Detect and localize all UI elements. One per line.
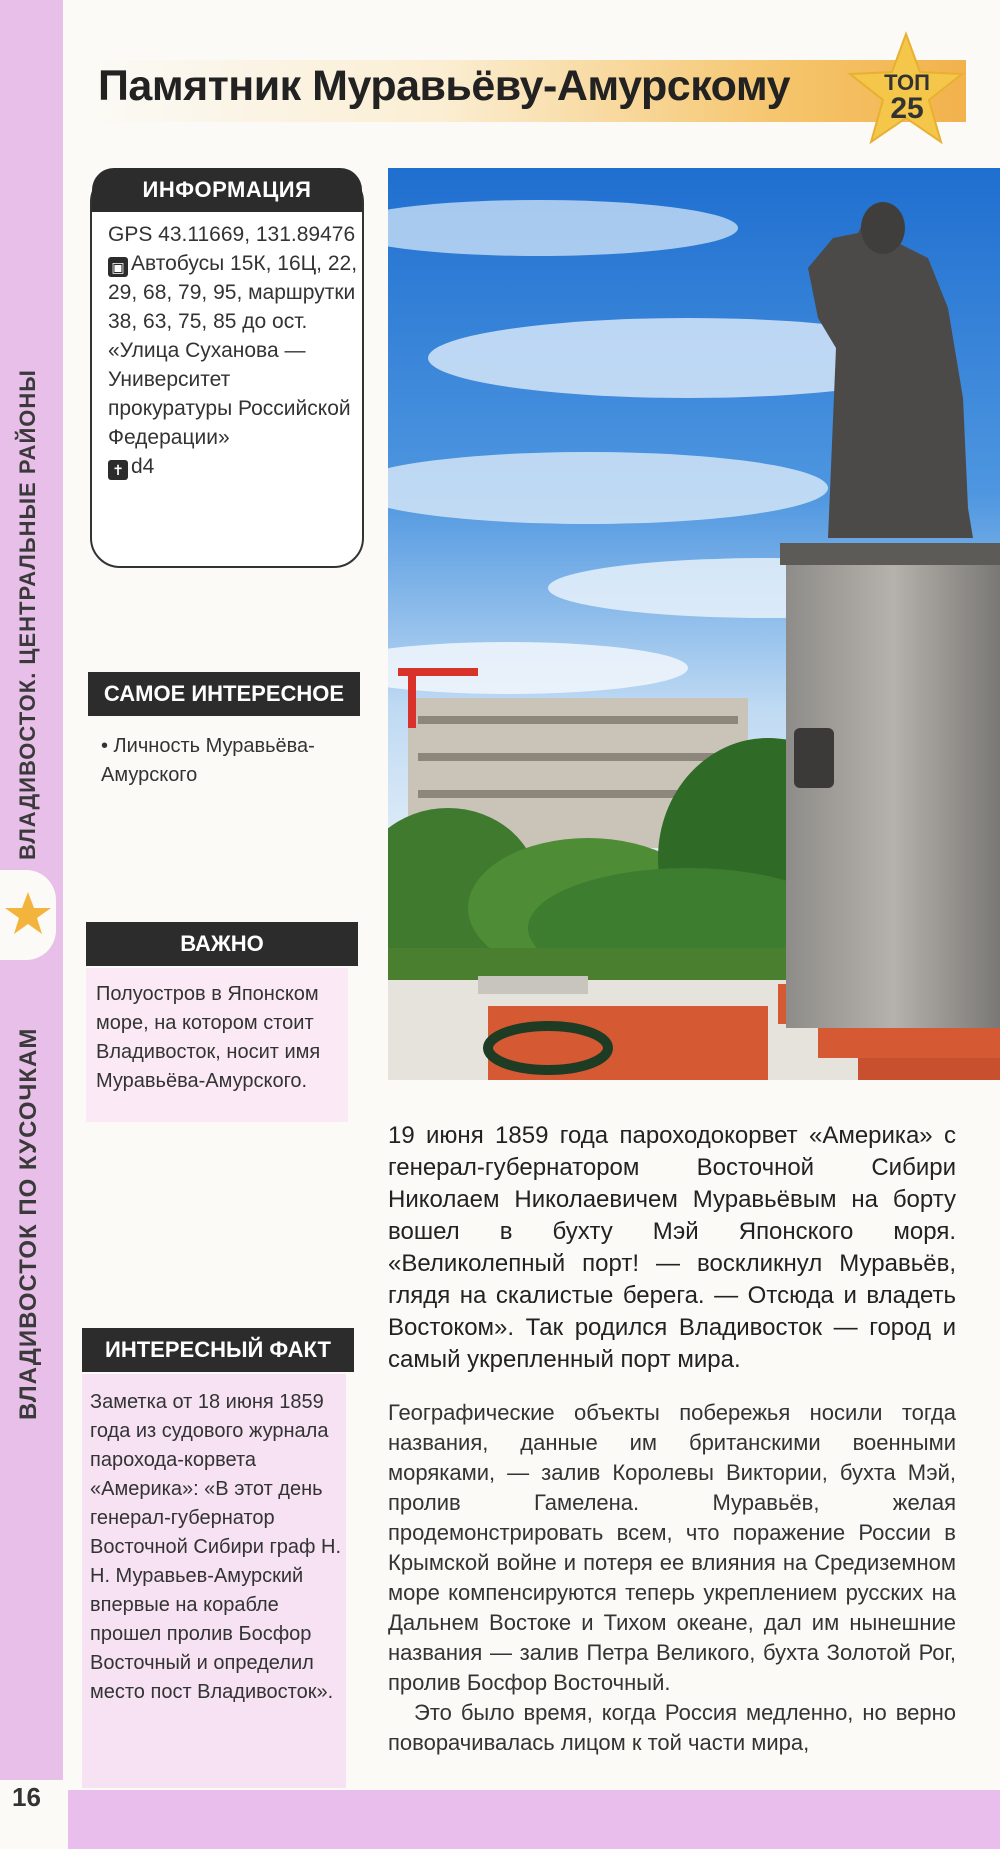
interesting-heading: САМОЕ ИНТЕРЕСНОЕ <box>88 672 360 716</box>
info-heading: ИНФОРМАЦИЯ <box>92 168 362 212</box>
bottom-strip <box>68 1790 1000 1849</box>
spine-star-tab <box>0 870 56 960</box>
top-badge-number: 25 <box>890 92 924 125</box>
spine-label-upper: ВЛАДИВОСТОК. ЦЕНТРАЛЬНЫЕ РАЙОНЫ <box>15 369 40 860</box>
fact-heading: ИНТЕРЕСНЫЙ ФАКТ <box>82 1328 354 1372</box>
page-title: Памятник Муравьёву-Амурскому <box>98 62 791 110</box>
top-badge-label: ТОП <box>884 70 930 95</box>
monument-photo-illustration <box>388 168 1000 1080</box>
body-text <box>388 1398 956 1758</box>
top-badge-text <box>872 70 942 125</box>
spine-label-lower: ВЛАДИВОСТОК ПО КУСОЧКАМ <box>15 1027 42 1420</box>
map-ref-text: d4 <box>131 455 155 478</box>
body-paragraph-1: Географические объекты побережья носили тогда названия, данные им британскими военными моряками, — залив Королевы Виктории, бухта Мэй, пролив Гамелена. Муравьёв, желая продемонстрировать всем, что поражение России в Крымской войне и потеря ее влияния на Средиземном море компенсируются теперь укреплением русских на Дальнем Востоке и Тихом океане, дал им нынешние названия — залив Петра Великого, бухта Золотой Рог, пролив Босфор Восточный. <box>388 1400 956 1695</box>
info-body <box>108 220 358 481</box>
important-heading: ВАЖНО <box>86 922 358 966</box>
fact-text: Заметка от 18 июня 1859 года из судового журнала парохода-корвета «Америка»: «В этот день генерал-губернатор Восточной Сибири граф Н. Н. Муравьев-Амурский впервые на корабле прошел пролив Босфор Восточный и определил место пост Владивосток». <box>82 1374 346 1788</box>
interesting-item: • Личность Муравьёва-Амурского <box>101 735 315 786</box>
bus-icon: ▣ <box>108 257 128 277</box>
important-text: Полуостров в Японском море, на котором стоит Владивосток, носит имя Муравьёва-Амурского. <box>86 968 348 1122</box>
body-paragraph-2: Это было время, когда Россия медленно, но верно поворачивалась лицом к той части мира, <box>388 1700 956 1755</box>
star-icon <box>0 870 56 960</box>
monument-photo <box>388 168 1000 1080</box>
map-reference <box>108 452 358 481</box>
map-icon: ✝ <box>108 460 128 480</box>
gps-coordinates: GPS 43.11669, 131.89476 <box>108 223 356 246</box>
lead-paragraph: 19 июня 1859 года пароходокорвет «Америка» с генерал-губернатором Восточной Сибири Николаем Николаевичем Муравьёвым на борту вошел в бухту Мэй Японского моря. «Великолепный порт! — воскликнул Муравьёв, глядя на скалистые берега. — Отсюда и владеть Востоком». Так родился Владивосток — город и самый укрепленный порт мира. <box>388 1122 956 1373</box>
transport-text: Автобусы 15К, 16Ц, 22, 29, 68, 79, 95, маршрутки 38, 63, 75, 85 до ост. «Улица Суханова — Университет прокуратуры Российской Федерации» <box>108 252 358 449</box>
transport-line <box>108 249 358 452</box>
page-number: 16 <box>12 1782 41 1812</box>
